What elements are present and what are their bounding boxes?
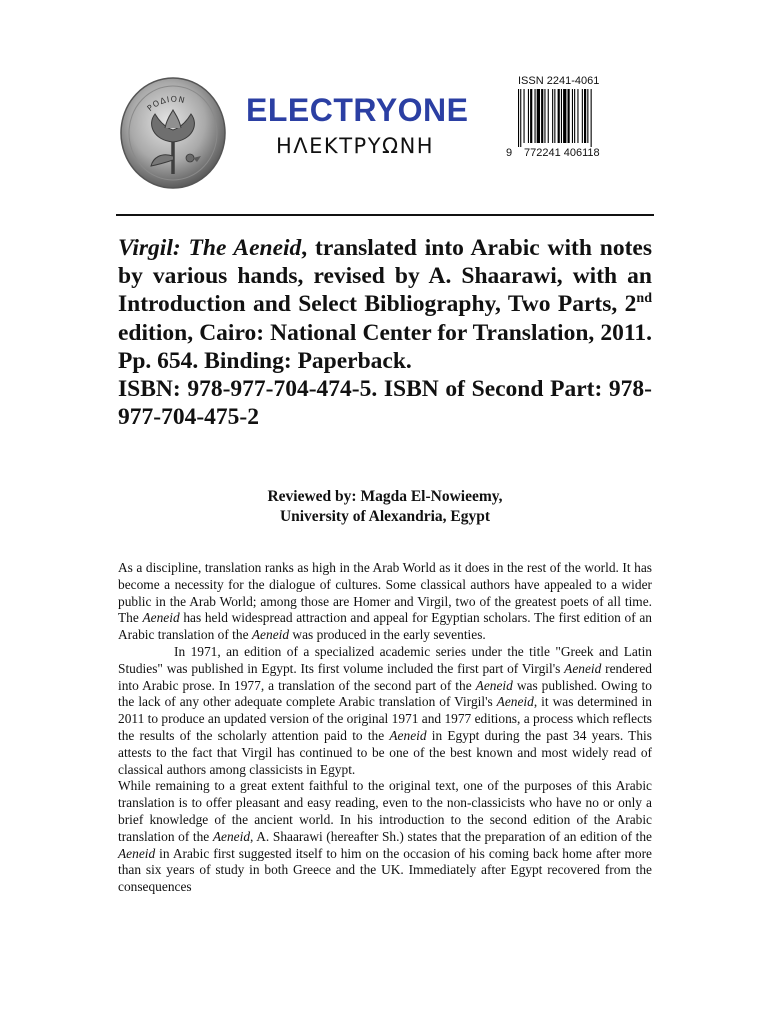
isbn-line: ISBN: 978-977-704-474-5. ISBN of Second Part: 978-977-704-475-2: [118, 376, 652, 431]
reviewer-name: Reviewed by: Magda El-Nowieemy,: [267, 488, 503, 505]
text-run: has held widespread attraction and appeal for Egyptian scholars. The first edition of an Arabic translation of the: [118, 610, 652, 643]
text-run: in Arabic first suggested itself to him on the occasion of his coming back home after more than six years of study in both Greece and the UK. Immediately after Egypt recovered from the consequences: [118, 845, 652, 895]
citation-text: [118, 234, 652, 375]
italic-title: Aeneid: [142, 610, 180, 626]
reviewer-info: [118, 487, 652, 527]
text-run: was published. Owing to the lack of any other adequate complete Arabic translation of Virgil's: [118, 677, 652, 710]
citation-part-1: , translated into Arabic with notes by various hands, revised by A. Shaarawi, with an Introduction and Select Bibliography, Two Parts, 2: [118, 235, 653, 318]
text-run: In 1971, an edition of a specialized academic series under the title "Greek and Latin Studies" was published in Egypt. Its first volume included the first part of Virgil's: [118, 643, 652, 676]
text-run: As a discipline, translation ranks as high in the Arab World as it does in the rest of the world. It has become a necessity for the dialogue of cultures. Some classical authors have appealed to a wider public in the Arab World; among those are Homer and Virgil, two of the greatest poets of all time. The: [118, 560, 652, 626]
text-run: was produced in the early seventies.: [289, 627, 486, 643]
journal-header: [0, 0, 768, 210]
italic-title: Aeneid: [496, 694, 534, 710]
journal-title: ELECTRYONE: [246, 92, 469, 128]
text-run: , it was determined in 2011 to produce an updated version of the original 1971 and 1977 editions, a process which reflects the results of the scholarly attention paid to the: [118, 694, 652, 743]
citation-part-2: edition, Cairo: National Center for Translation, 2011. Pp. 654. Binding: Paperback.: [118, 319, 652, 374]
italic-title: Aeneid: [564, 660, 602, 676]
italic-title: Aeneid: [251, 627, 290, 643]
italic-title: Aeneid: [118, 845, 156, 861]
coin-inscription: ΡΟΔΙΟΝ: [145, 94, 187, 113]
text-run: in Egypt during the past 34 years. This attests to the fact that Virgil has continued to be one of the best known and most widely read of classical authors among classicists in Egypt.: [118, 727, 652, 777]
review-body: [118, 560, 652, 896]
issn-label: ISSN 2241-4061: [518, 75, 600, 87]
header-divider: [116, 214, 654, 216]
italic-title: Aeneid: [389, 727, 427, 743]
reviewer-affiliation: University of Alexandria, Egypt: [279, 508, 491, 525]
paragraph-1: [118, 560, 652, 644]
journal-title-greek: ΗΛΕΚΤΡΥΩΝΗ: [276, 134, 435, 158]
barcode-icon: [518, 89, 614, 147]
book-citation: [118, 234, 652, 431]
text-run: rendered into Arabic prose. In 1977, a translation of the second part of the: [118, 660, 652, 693]
text-run: , A. Shaarawi (hereafter Sh.) states that the preparation of an edition of the: [250, 828, 652, 844]
text-run: While remaining to a great extent faithful to the original text, one of the purposes of this Arabic translation is to offer pleasant and easy reading, even to the non-classicists who have no or only a brief knowledge of the ancient world. In his introduction to the second edition of the Arabic translation of the: [118, 778, 652, 844]
barcode-digits: 772241 406118: [524, 147, 600, 159]
italic-title: Aeneid: [475, 677, 513, 693]
paragraph-3: [118, 778, 652, 896]
issn-barcode: [506, 76, 612, 162]
barcode-lead-digit: 9: [506, 147, 513, 159]
work-title: Virgil: The Aeneid: [118, 235, 302, 261]
rhodian-coin-logo: [117, 76, 230, 189]
paragraph-2: [118, 644, 652, 778]
italic-title: Aeneid: [212, 828, 251, 844]
ordinal-suffix: nd: [636, 291, 652, 307]
